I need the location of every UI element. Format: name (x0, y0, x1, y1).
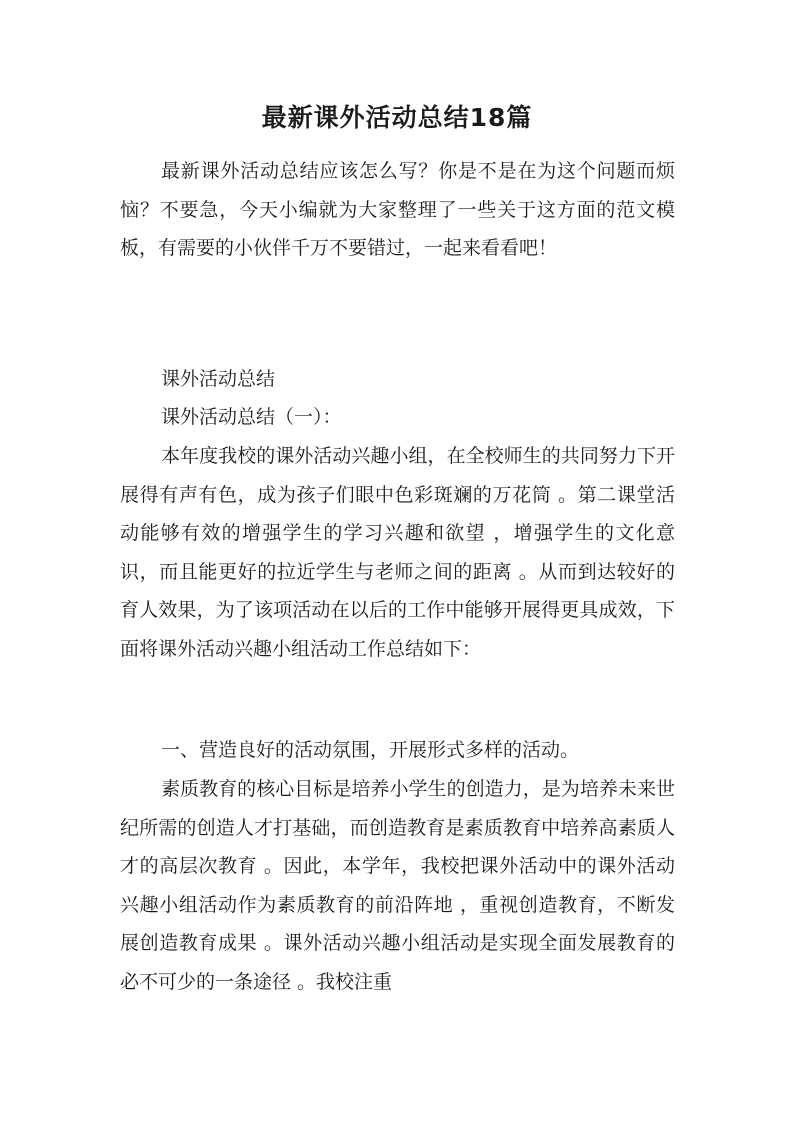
section-heading: 课外活动总结 (161, 368, 276, 390)
document-title: 最新课外活动总结18篇 (261, 103, 533, 132)
intro-paragraph: 最新课外活动总结应该怎么写？你是不是在为这个问题而烦恼？不要急，今天小编就为大家整理了一些关于这方面的范文模板，有需要的小伙伴千万不要错过，一起来看看吧！ (120, 160, 675, 259)
section-title-1: 一、营造良好的活动氛围，开展形式多样的活动。 (161, 739, 580, 761)
section-subheading: 课外活动总结（一）： (161, 406, 342, 428)
body-paragraph-1: 本年度我校的课外活动兴趣小组，在全校师生的共同努力下开展得有声有色，成为孩子们眼中色彩斑斓的万花筒 。第二课堂活动能够有效的增强学生的学习兴趣和欲望 ，增强学生的文化意识，而且能更好的拉近学生与老师之间的距离 。从而到达较好的育人效果，为了该项活动在以后的工作中能够开展得更具成效，下面将课外活动兴趣小组活动工作总结如下： (120, 445, 675, 660)
body-paragraph-2: 素质教育的核心目标是培养小学生的创造力，是为培养未来世纪所需的创造人才打基础，而创造教育是素质教育中培养高素质人才的高层次教育 。因此，本学年，我校把课外活动中的课外活动兴趣小组活动作为素质教育的前沿阵地 ，重视创造教育，不断发展创造教育成果 。课外活动兴趣小组活动是实现全面发展教育的必不可少的一条途径 。我校注重 (120, 778, 675, 993)
